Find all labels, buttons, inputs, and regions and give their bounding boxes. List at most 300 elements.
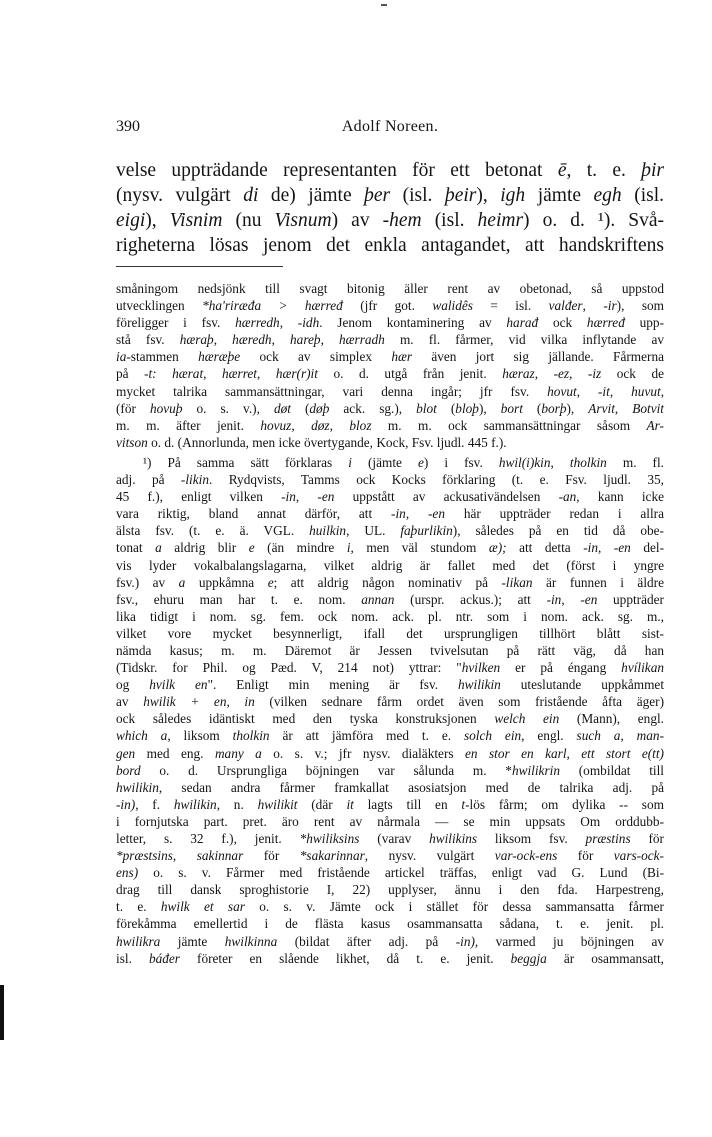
footnote-line — [116, 847, 664, 864]
text-run: ock de — [601, 366, 664, 382]
italic-term: gen — [116, 745, 136, 761]
text-run: drag till dansk sproghistorie I, 22) upplyser, ännu i den fda. Harpestreng, — [116, 882, 664, 898]
text-run: o. s. v. Jämte ock i stället för dessa sammansatta fårmer — [244, 899, 664, 915]
italic-term: báđer — [148, 950, 180, 966]
text-run: , kann icke — [576, 489, 665, 505]
footnote-line — [116, 642, 664, 659]
footnote-line — [116, 434, 664, 451]
text-run: o. d. (Annorlunda, men icke övertygande, Kock, Fsv. ljudl. 445 f.). — [147, 434, 507, 450]
text-run: uppträder — [597, 591, 664, 607]
italic-term: -idh — [297, 315, 320, 331]
text-run: , — [598, 540, 614, 556]
text-run: , — [271, 332, 291, 348]
italic-term: hvílikan — [621, 660, 665, 676]
text-run: (nu — [222, 210, 275, 231]
italic-term: i — [348, 454, 352, 470]
footnote-line — [116, 676, 664, 693]
text-run: , — [256, 366, 276, 382]
text-run: (isl. — [390, 185, 445, 206]
italic-term: hær — [391, 349, 413, 365]
italic-term: hæraz — [502, 366, 535, 382]
scan-mark — [381, 4, 387, 6]
footnote-line — [116, 915, 664, 932]
text-run: tonat — [116, 540, 156, 556]
italic-term: -in — [583, 540, 598, 556]
text-run: liksom fsv. — [477, 831, 586, 846]
text-run: , — [569, 366, 588, 382]
footnote-line — [116, 608, 664, 625]
italic-term: blot — [416, 400, 437, 416]
footnote-line — [116, 898, 664, 915]
text-run: med eng. — [135, 745, 215, 761]
text-run: mycket talrika sammansättningar, vari denna ingår; jfr fsv. — [116, 383, 548, 399]
text-run: föreligger i fsv. — [116, 315, 236, 331]
italic-term: -in) — [116, 796, 136, 812]
text-run: , liksom — [167, 728, 233, 744]
italic-term: hwilikins — [429, 831, 478, 846]
italic-term: hwilikin — [173, 796, 217, 812]
italic-term: þeir — [444, 185, 477, 206]
text-run: (urspr. ackus.); att — [394, 591, 547, 607]
text-run: här uppträder redan i allra — [444, 506, 665, 522]
text-run: , — [405, 506, 428, 522]
text-run: (isl. — [421, 210, 478, 231]
text-run: jämte — [525, 185, 594, 206]
text-run: t. e. — [116, 899, 161, 915]
italic-term: Botvit — [632, 400, 665, 416]
text-run: att detta — [506, 540, 584, 556]
italic-term: -likin — [180, 472, 209, 488]
text-run: , — [291, 417, 312, 433]
italic-term: æ); — [488, 540, 507, 556]
italic-term: solch ein — [463, 728, 522, 744]
body-line — [116, 183, 664, 208]
italic-term: hwilik + en, in — [143, 694, 255, 710]
text-run: o. s. v.; jfr nysv. dialäkters — [261, 745, 465, 761]
italic-term: -en — [428, 506, 445, 522]
text-run: ¹) På samma sätt förklaras — [143, 454, 349, 470]
italic-term: it — [346, 796, 354, 812]
text-run: 45 f.), enligt vilken — [116, 489, 282, 505]
italic-term: a — [155, 540, 162, 556]
body-line — [116, 233, 664, 258]
italic-term: -in) — [455, 933, 475, 949]
text-run: m. m. ock sammansättningar såsom — [371, 417, 647, 433]
italic-term: hvilk en — [149, 677, 208, 693]
text-run: m. fl. — [606, 454, 665, 470]
text-run: ), således på en tid då obe- — [452, 523, 664, 539]
italic-term: *ha'riræđa > hærređ — [202, 298, 343, 314]
italic-term: vitson — [116, 434, 148, 450]
italic-term: hvilken — [461, 660, 501, 676]
italic-term: hwilikin — [457, 677, 501, 693]
footnote-line — [116, 745, 664, 762]
text-run: . Rydqvists, Tamms ock Kocks förklaring (t. e. Fsv. ljudl. 35, — [208, 472, 664, 488]
italic-term: walidês — [432, 298, 473, 314]
footnote-line — [116, 933, 664, 950]
scan-edge — [0, 985, 4, 1040]
text-run: , n. — [216, 796, 258, 812]
text-run: vis lyder vokalbalangslagarna, vilket aldrig är fallet med det (först i yngre — [116, 557, 664, 573]
italic-term: -it — [598, 383, 610, 399]
italic-term: -en — [613, 540, 631, 556]
text-run: , — [576, 383, 598, 399]
text-run: utvecklingen — [116, 298, 203, 314]
text-run: (nysv. vulgärt — [116, 185, 244, 206]
italic-term: hovut — [547, 383, 577, 399]
page-number: 390 — [116, 118, 140, 135]
footnote-line — [116, 591, 664, 608]
text-run: , UL. — [346, 523, 401, 539]
italic-term: hwilikra — [116, 933, 161, 949]
italic-term: huvut — [631, 383, 661, 399]
footnotes — [116, 280, 664, 967]
italic-term: hærredh — [235, 315, 280, 331]
footnote-line — [116, 625, 664, 642]
italic-term: hwilikin — [116, 779, 159, 795]
running-title: Adolf Noreen. — [341, 118, 439, 135]
text-run: ; att aldrig någon nominativ på — [273, 574, 502, 590]
italic-term: tholkin — [232, 728, 270, 744]
italic-term: bord — [116, 762, 141, 778]
italic-term: *præstsins — [116, 848, 173, 864]
text-run: är funnen i äldre — [532, 574, 664, 590]
italic-term: vars-ock- — [613, 848, 664, 864]
text-run: (vilken sednare fårm ordet även som fristående åfta äger) — [254, 694, 665, 710]
text-run: (bildat äfter adj. på — [277, 933, 456, 949]
italic-term: faþurlikin — [400, 523, 453, 539]
italic-term: heimr — [477, 210, 524, 231]
text-run: av — [116, 694, 144, 710]
text-run: för — [630, 831, 664, 846]
text-run: ), som — [616, 298, 664, 314]
footnote-line — [116, 505, 664, 522]
italic-term: Visnim — [169, 210, 223, 231]
text-run: , — [614, 400, 633, 416]
italic-term: ett stort e(tt) — [581, 745, 664, 761]
text-run: -stammen — [126, 349, 199, 365]
footnote-line — [116, 693, 664, 710]
text-run: ) o. d. ¹). Svå- — [523, 210, 664, 231]
text-run: (jfr got. — [342, 298, 433, 314]
text-run: upp- — [624, 315, 664, 331]
text-run: uppkåmna — [185, 574, 268, 590]
text-run: de) jämte — [258, 185, 365, 206]
italic-term: borþ — [541, 400, 567, 416]
text-run: , — [534, 366, 554, 382]
text-run: , — [295, 489, 318, 505]
italic-term: hærret — [222, 366, 257, 382]
text-run: lika tidigt i nom. sg. fem. ock nom. ack. pl. ntr. som i nom. ack. sg. m., — [116, 608, 664, 624]
text-run: (Mann), engl. — [559, 711, 664, 727]
italic-term: such a — [576, 728, 621, 744]
italic-term: var-ock-ens — [494, 848, 558, 864]
footnote-line — [116, 348, 664, 365]
text-run: , — [203, 366, 222, 382]
text-run: (ombildat till — [559, 762, 664, 778]
text-run: , — [329, 417, 350, 433]
footnote-line — [116, 779, 664, 796]
italic-term: bloz — [349, 417, 372, 433]
italic-term: -likan — [501, 574, 533, 590]
italic-term: -ir — [603, 298, 617, 314]
text-run: -lös fårm; om dylika -- som — [465, 796, 664, 812]
text-run: m. m. äfter jenit. — [116, 417, 261, 433]
page-header — [116, 118, 664, 140]
italic-term: -hem — [382, 210, 422, 231]
text-run: (isl. — [621, 185, 664, 206]
text-run: är osammansatt, — [546, 950, 664, 966]
italic-term: præstins — [585, 831, 631, 846]
text-run: o. s. v.), — [182, 400, 274, 416]
italic-term: Ar- — [646, 417, 664, 433]
text-run: aldrig blir — [161, 540, 249, 556]
footnote-line — [116, 522, 664, 539]
text-run: adj. på — [116, 472, 181, 488]
text-run: . Jenom kontaminering av — [319, 315, 507, 331]
italic-term: døz — [311, 417, 330, 433]
text-run: ". Enligt min mening är fsv. — [207, 677, 458, 693]
text-run: isl. — [116, 950, 149, 966]
italic-term: e — [248, 540, 255, 556]
text-run: o. d. Ursprungliga böjningen var sålunda m. * — [140, 762, 512, 778]
italic-term: e — [417, 454, 424, 470]
italic-term: welch ein — [494, 711, 560, 727]
text-run: , men väl stundom — [350, 540, 489, 556]
italic-term: ens) — [116, 865, 139, 881]
italic-term: eigi — [116, 210, 146, 231]
text-run: , — [609, 383, 632, 399]
footnote-line — [116, 727, 664, 744]
body-line — [116, 208, 664, 233]
text-run: , f. — [135, 796, 174, 812]
text-run: o. s. v. Fårmer med fristående artickel träffas, enligt vad G. Lund (Bi- — [138, 865, 664, 881]
text-run: , varmed ju böjningen av — [474, 933, 664, 949]
footnote-line — [116, 365, 664, 382]
text-run: ) i fsv. — [423, 454, 499, 470]
italic-term: a — [178, 574, 186, 590]
text-run: ( — [522, 400, 542, 416]
main-text — [116, 158, 664, 258]
italic-term: hareþ — [290, 332, 321, 348]
italic-term: hwilikit — [257, 796, 298, 812]
italic-term: þer — [364, 185, 391, 206]
text-run: ack. sg.), — [329, 400, 417, 416]
text-run: älsta fsv. (t. e. ä. VGL. — [116, 523, 310, 539]
text-run: ( — [290, 400, 310, 416]
italic-term: -in — [281, 489, 296, 505]
italic-term: -an — [558, 489, 577, 505]
text-run: og — [116, 677, 150, 693]
italic-term: huilkin — [309, 523, 347, 539]
text-run: ), — [145, 210, 170, 231]
italic-term: -in — [391, 506, 406, 522]
italic-term: -en — [580, 591, 598, 607]
italic-term: hærređ — [586, 315, 625, 331]
footnote-line — [116, 331, 664, 348]
text-run: fsv.) av — [116, 574, 179, 590]
footnote-line — [116, 539, 664, 556]
italic-term: en stor en karl — [464, 745, 567, 761]
footnote-line — [116, 574, 664, 591]
italic-term: hæraþ — [179, 332, 214, 348]
italic-term: which a — [116, 728, 168, 744]
text-run: är att jämföra med t. e. — [269, 728, 464, 744]
italic-term: bort — [500, 400, 523, 416]
text-run: ), — [476, 185, 501, 206]
body-line — [116, 158, 664, 183]
italic-term: igh — [500, 185, 526, 206]
text-run: uteslutande uppkåmmet — [500, 677, 665, 693]
text-run: er på éngang — [500, 660, 622, 676]
text-run: förekåmma emellertid i de flästa kasus osammansatta sådana, t. e. jenit. pl. — [116, 916, 664, 932]
italic-term: hæræþe — [198, 349, 241, 365]
italic-term: sakinnar — [196, 848, 244, 864]
italic-term: *hwiliksins — [299, 831, 360, 846]
text-run: för — [557, 848, 614, 864]
text-run: uppstått av ackusativändelsen — [334, 489, 559, 505]
text-run: righeterna lösas jenom det enkla antagandet, att handskriftens — [116, 235, 664, 256]
text-run: ock — [538, 315, 587, 331]
footnote-line — [116, 297, 664, 314]
footnote-line — [116, 280, 664, 297]
text-run: , — [561, 591, 581, 607]
text-run: i fornjutska part. pret. äro rent av nårmala — se min uppsats Om orddubb- — [116, 813, 664, 829]
text-run: ) av — [331, 210, 383, 231]
text-run: , — [320, 332, 340, 348]
text-run: velse uppträdande representanten för ett betonat — [116, 160, 558, 181]
italic-term: many a — [214, 745, 262, 761]
text-run: vilket vore mycket besynnerligt, ifall det ursprungligen tillhört blått sist- — [116, 625, 664, 641]
italic-term: hovuþ — [149, 400, 183, 416]
italic-term: man- — [636, 728, 664, 744]
italic-term: t — [461, 796, 466, 812]
italic-term: tholkin — [569, 454, 607, 470]
italic-term: -ez — [553, 366, 570, 382]
footnote-line — [116, 950, 664, 967]
footnote-line — [116, 557, 664, 574]
text-run: , — [582, 298, 604, 314]
text-run: = isl. — [472, 298, 549, 314]
text-run: o. d. utgå från jenit. — [317, 366, 503, 382]
text-run: ( — [436, 400, 456, 416]
italic-term: hærradh — [339, 332, 385, 348]
text-run: jämte — [160, 933, 225, 949]
text-run: fsv., ehuru man har t. e. nom. — [116, 591, 362, 607]
text-run: (än mindre — [254, 540, 347, 556]
footnote-line — [116, 383, 664, 400]
italic-term: døþ — [309, 400, 330, 416]
footnote-line — [116, 762, 664, 779]
footnote-line — [116, 417, 664, 434]
text-run: företer en slående likhet, då t. e. jenit. — [179, 950, 511, 966]
text-run: , — [550, 454, 570, 470]
italic-term: Visnum — [274, 210, 332, 231]
italic-term: hwilk et sar — [160, 899, 245, 915]
text-run: , — [172, 848, 197, 864]
text-run: (där — [297, 796, 347, 812]
italic-term: *sakarinnar — [299, 848, 365, 864]
italic-term: hovuz — [260, 417, 292, 433]
text-run: letter, s. 32 f.), jenit. — [116, 831, 300, 846]
italic-term: hwilkinna — [224, 933, 278, 949]
italic-term: hwil(i)kin — [498, 454, 551, 470]
footnote-line — [116, 830, 664, 847]
footnote-line — [116, 314, 664, 331]
italic-term: egh — [593, 185, 622, 206]
text-run: , — [279, 315, 298, 331]
text-run: , nysv. vulgärt — [364, 848, 495, 864]
italic-term: þir — [641, 160, 664, 181]
text-run: m. fl. fårmer, vid vilka inflytande av — [384, 332, 665, 348]
footnote-line — [116, 796, 664, 813]
text-run: , — [660, 383, 665, 399]
text-run: (Tidskr. for Phil. og Pæd. V, 214 not) yttrar: " — [116, 660, 462, 676]
italic-term: -iz — [587, 366, 602, 382]
italic-term: -en — [317, 489, 335, 505]
italic-term: harađ — [506, 315, 539, 331]
italic-term: e — [267, 574, 274, 590]
italic-term: di — [243, 185, 259, 206]
text-run: , t. e. — [566, 160, 642, 181]
text-run: ock således idäntiskt med den tyska konstruksjonen — [116, 711, 495, 727]
text-run: , engl. — [521, 728, 577, 744]
italic-term: beggja — [510, 950, 547, 966]
footnote-rule — [116, 266, 283, 267]
text-run: vara riktig, bland annat därför, att — [116, 506, 392, 522]
footnote-line — [116, 471, 664, 488]
text-run: (varav — [359, 831, 430, 846]
italic-term: ē — [557, 160, 567, 181]
italic-term: -t: hærat — [144, 366, 204, 382]
italic-term: hæredh — [232, 332, 272, 348]
footnote-line — [116, 881, 664, 898]
text-run: lagts till en — [353, 796, 462, 812]
text-run: småningom nedsjönk till svagt bitonig äller rent av obetonad, så uppstod — [116, 281, 664, 296]
text-run: ock av simplex — [240, 349, 392, 365]
text-run: , sedan andra fårmer framkallat asosiatsjon med de talrika adj. på — [158, 779, 664, 795]
text-run: ), — [566, 400, 589, 416]
footnote-line — [116, 400, 664, 417]
text-run: ), — [478, 400, 501, 416]
footnote-line — [116, 710, 664, 727]
text-run: på — [116, 366, 145, 382]
text-run: nämda kasus; m. m. Däremot är Jessen tvivelsutan på rätt väg, då han — [116, 642, 664, 658]
italic-term: -in — [546, 591, 562, 607]
text-run: stå fsv. — [116, 332, 180, 348]
text-run: (jämte — [351, 454, 418, 470]
italic-term: hwilikrin — [511, 762, 560, 778]
footnote-line — [116, 659, 664, 676]
italic-term: døt — [273, 400, 291, 416]
italic-term: i — [346, 540, 351, 556]
footnote-line — [116, 488, 664, 505]
italic-term: bloþ — [455, 400, 479, 416]
text-run: även jort sig jällande. Fårmerna — [412, 349, 664, 365]
footnote-line — [116, 864, 664, 881]
italic-term: valđer — [548, 298, 583, 314]
text-run: för — [243, 848, 300, 864]
text-run: , — [213, 332, 233, 348]
footnote-line — [116, 813, 664, 830]
footnote-line — [116, 454, 664, 471]
text-run: , — [566, 745, 582, 761]
italic-term: hær(r)it — [275, 366, 318, 382]
italic-term: Arvit — [588, 400, 615, 416]
text-run: del- — [630, 540, 665, 556]
italic-term: annan — [361, 591, 395, 607]
text-run: (för — [116, 400, 150, 416]
